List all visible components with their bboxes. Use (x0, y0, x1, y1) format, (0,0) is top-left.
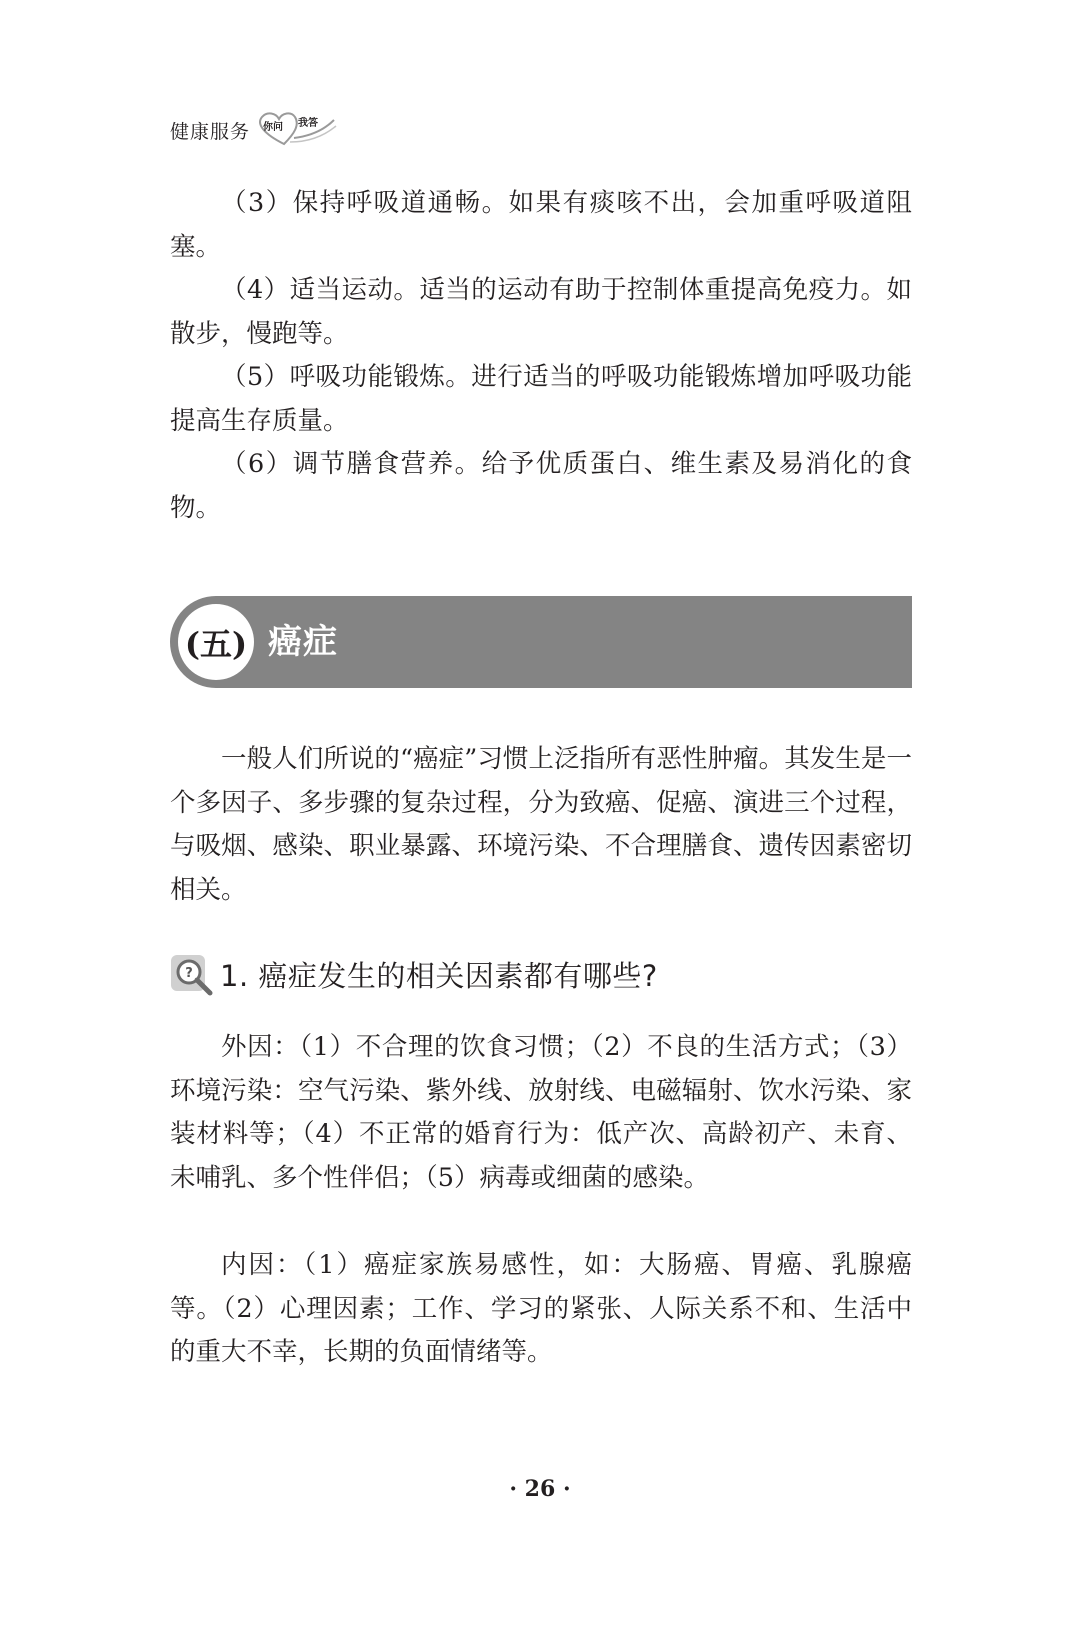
section-number-badge (178, 604, 254, 680)
running-header (170, 108, 338, 152)
page-number: · 26 · (509, 1476, 571, 1502)
magnifier-question-icon (170, 952, 214, 996)
paragraph-item-5: （5）呼吸功能锻炼。进行适当的呼吸功能锻炼增加呼吸功能提高生存质量。 (170, 362, 912, 436)
question-heading (170, 950, 658, 998)
paragraph-item-4: （4）适当运动。适当的运动有助于控制体重提高免疫力。如散步，慢跑等。 (170, 275, 912, 349)
section-banner (170, 596, 912, 688)
logo-text-ni-wen: 你问 (263, 122, 284, 133)
section-title: 癌症 (268, 622, 338, 662)
intro-paragraph: 一般人们所说的“癌症”习惯上泛指所有恶性肿瘤。其发生是一个多因子、多步骤的复杂过程，分为致癌、促癌、演进三个过程，与吸烟、感染、职业暴露、环境污染、不合理膳食、遗传因素密切相关。 (170, 744, 912, 905)
heart-logo-icon (254, 108, 338, 152)
section-number: (五) (184, 625, 248, 663)
question-text: 1. 癌症发生的相关因素都有哪些? (220, 958, 658, 993)
paragraph-item-6: （6）调节膳食营养。给予优质蛋白、维生素及易消化的食物。 (170, 449, 912, 523)
answer-external-causes: 外因：（1）不合理的饮食习惯；（2）不良的生活方式；（3）环境污染：空气污染、紫外线、放射线、电磁辐射、饮水污染、家装材料等；（4）不正常的婚育行为：低产次、高龄初产、未育、未哺乳、多个性伴侣；（5）病毒或细菌的感染。 (170, 1032, 912, 1193)
answer-internal-causes: 内因：（1）癌症家族易感性，如：大肠癌、胃癌、乳腺癌等。（2）心理因素；工作、学习的紧张、人际关系不和、生活中的重大不幸，长期的负面情绪等。 (170, 1250, 912, 1367)
logo-text-wo-da: 我答 (298, 118, 319, 129)
header-title: 健康服务 (170, 120, 251, 143)
svg-text:?: ? (185, 966, 193, 981)
paragraph-item-3: （3）保持呼吸道通畅。如果有痰咳不出，会加重呼吸道阻塞。 (170, 188, 912, 262)
